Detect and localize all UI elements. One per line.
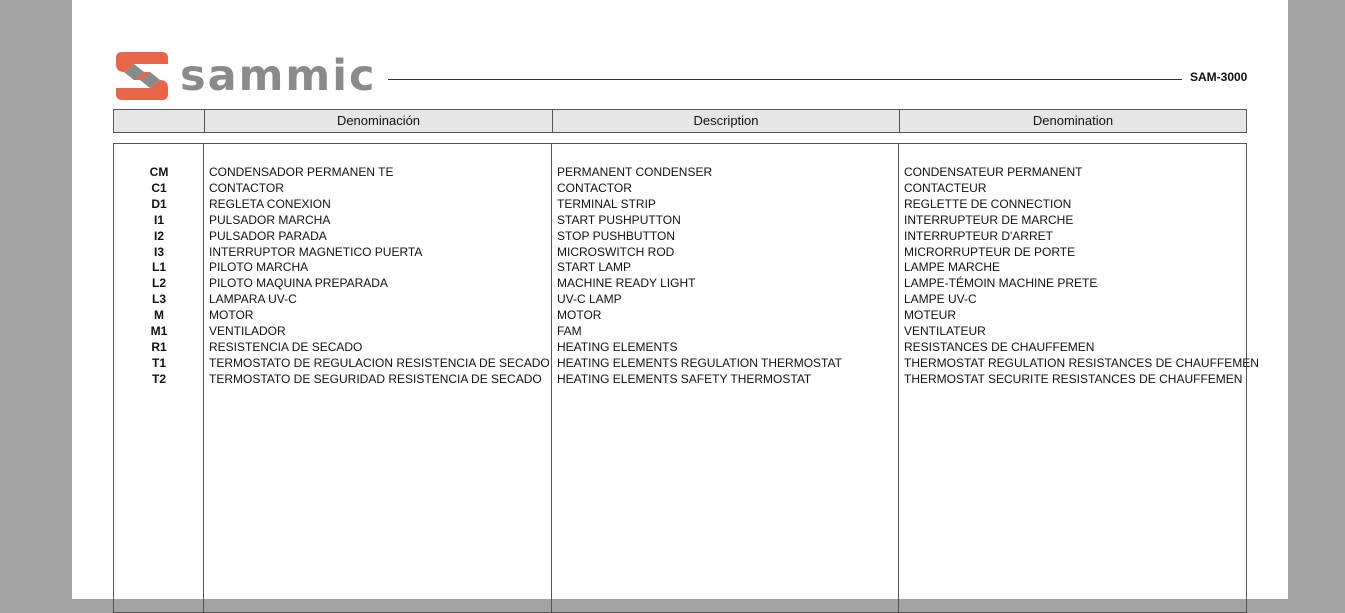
row-code: I1 bbox=[153, 212, 164, 227]
component-table bbox=[113, 143, 1259, 613]
row-spanish: PILOTO MARCHA bbox=[209, 260, 309, 275]
table-row bbox=[114, 339, 1246, 355]
row-code: R1 bbox=[151, 339, 167, 354]
table-row bbox=[114, 244, 1246, 260]
row-french: LAMPE UV-C bbox=[904, 292, 977, 307]
row-code: C1 bbox=[151, 180, 167, 195]
row-code: T1 bbox=[151, 355, 166, 370]
table-row bbox=[114, 323, 1246, 339]
row-french: MICRORRUPTEUR DE PORTE bbox=[904, 244, 1076, 259]
row-french: LAMPE-TÉMOIN MACHINE PRETE bbox=[904, 276, 1098, 291]
row-english: FAM bbox=[557, 324, 582, 338]
row-english: MACHINE READY LIGHT bbox=[557, 276, 696, 291]
table-row bbox=[114, 164, 1246, 180]
row-code: D1 bbox=[151, 196, 167, 211]
row-spanish: INTERRUPTOR MAGNETICO PUERTA bbox=[209, 244, 423, 259]
row-spanish: MOTOR bbox=[209, 308, 254, 323]
row-code: L2 bbox=[151, 276, 166, 291]
row-french: REGLETTE DE CONNECTION bbox=[904, 196, 1072, 211]
row-spanish: RESISTENCIA DE SECADO bbox=[209, 339, 363, 354]
table-row bbox=[114, 259, 1246, 275]
row-french: CONDENSATEUR PERMANENT bbox=[904, 165, 1083, 179]
row-code: L3 bbox=[151, 292, 166, 307]
row-french: THERMOSTAT REGULATION RESISTANCES DE CHAUFFEMEN bbox=[904, 355, 1259, 370]
row-spanish: PULSADOR PARADA bbox=[209, 228, 327, 243]
row-french: VENTILATEUR bbox=[904, 324, 986, 338]
document-page bbox=[72, 0, 1288, 599]
row-english: UV-C LAMP bbox=[557, 292, 622, 307]
row-french: INTERRUPTEUR D'ARRET bbox=[904, 228, 1053, 243]
header-english: Description bbox=[552, 110, 899, 132]
brand-wordmark: sammic bbox=[180, 51, 377, 101]
row-english: TERMINAL STRIP bbox=[557, 196, 656, 211]
header-rule bbox=[388, 79, 1182, 80]
row-spanish: VENTILADOR bbox=[209, 324, 286, 338]
table-row bbox=[114, 371, 1246, 387]
row-french: MOTEUR bbox=[904, 308, 956, 323]
row-french: THERMOSTAT SECURITE RESISTANCES DE CHAUFFEMEN bbox=[904, 371, 1243, 386]
row-english: HEATING ELEMENTS SAFETY THERMOSTAT bbox=[557, 371, 812, 386]
row-english: HEATING ELEMENTS bbox=[557, 339, 678, 354]
row-english: MOTOR bbox=[557, 308, 602, 323]
row-spanish: TERMOSTATO DE REGULACION RESISTENCIA DE SECADO bbox=[209, 355, 550, 370]
row-code: I3 bbox=[153, 244, 164, 259]
sammic-logo-icon bbox=[114, 50, 170, 102]
table-row bbox=[114, 212, 1246, 228]
table-row bbox=[114, 228, 1246, 244]
table-row bbox=[114, 180, 1246, 196]
row-spanish: PILOTO MAQUINA PREPARADA bbox=[209, 276, 388, 291]
table-row bbox=[114, 307, 1246, 323]
row-english: HEATING ELEMENTS REGULATION THERMOSTAT bbox=[557, 355, 842, 370]
row-french: CONTACTEUR bbox=[904, 180, 987, 195]
row-spanish: REGLETA CONEXION bbox=[209, 196, 331, 211]
table-row bbox=[114, 355, 1259, 371]
row-spanish: PULSADOR MARCHA bbox=[209, 212, 331, 227]
table-row bbox=[114, 196, 1246, 212]
row-spanish: LAMPARA UV-C bbox=[209, 292, 297, 307]
row-english: CONTACTOR bbox=[557, 180, 632, 195]
row-english: PERMANENT CONDENSER bbox=[557, 165, 713, 179]
row-spanish: CONTACTOR bbox=[209, 180, 284, 195]
row-spanish: CONDENSADOR PERMANEN TE bbox=[209, 165, 394, 179]
row-code: I2 bbox=[153, 228, 164, 243]
row-french: LAMPE MARCHE bbox=[904, 260, 1001, 275]
row-code: M bbox=[154, 308, 164, 323]
header-spanish: Denominación bbox=[204, 110, 552, 132]
table-header bbox=[113, 109, 1247, 133]
table-row bbox=[114, 275, 1246, 291]
header-french: Denomination bbox=[899, 110, 1246, 132]
row-english: MICROSWITCH ROD bbox=[557, 244, 675, 259]
row-code: L1 bbox=[151, 260, 166, 275]
model-number: SAM-3000 bbox=[1190, 70, 1248, 84]
row-french: RESISTANCES DE CHAUFFEMEN bbox=[904, 339, 1095, 354]
row-code: T2 bbox=[151, 371, 166, 386]
row-code: CM bbox=[149, 165, 169, 179]
row-spanish: TERMOSTATO DE SEGURIDAD RESISTENCIA DE SECADO bbox=[209, 371, 542, 386]
row-english: START PUSHPUTTON bbox=[557, 212, 681, 227]
row-english: START LAMP bbox=[557, 260, 632, 275]
row-code: M1 bbox=[150, 324, 168, 338]
table-row bbox=[114, 291, 1246, 307]
row-french: INTERRUPTEUR DE MARCHE bbox=[904, 212, 1074, 227]
sammic-logo bbox=[114, 50, 384, 102]
row-english: STOP PUSHBUTTON bbox=[557, 228, 676, 243]
header-code bbox=[114, 110, 204, 132]
